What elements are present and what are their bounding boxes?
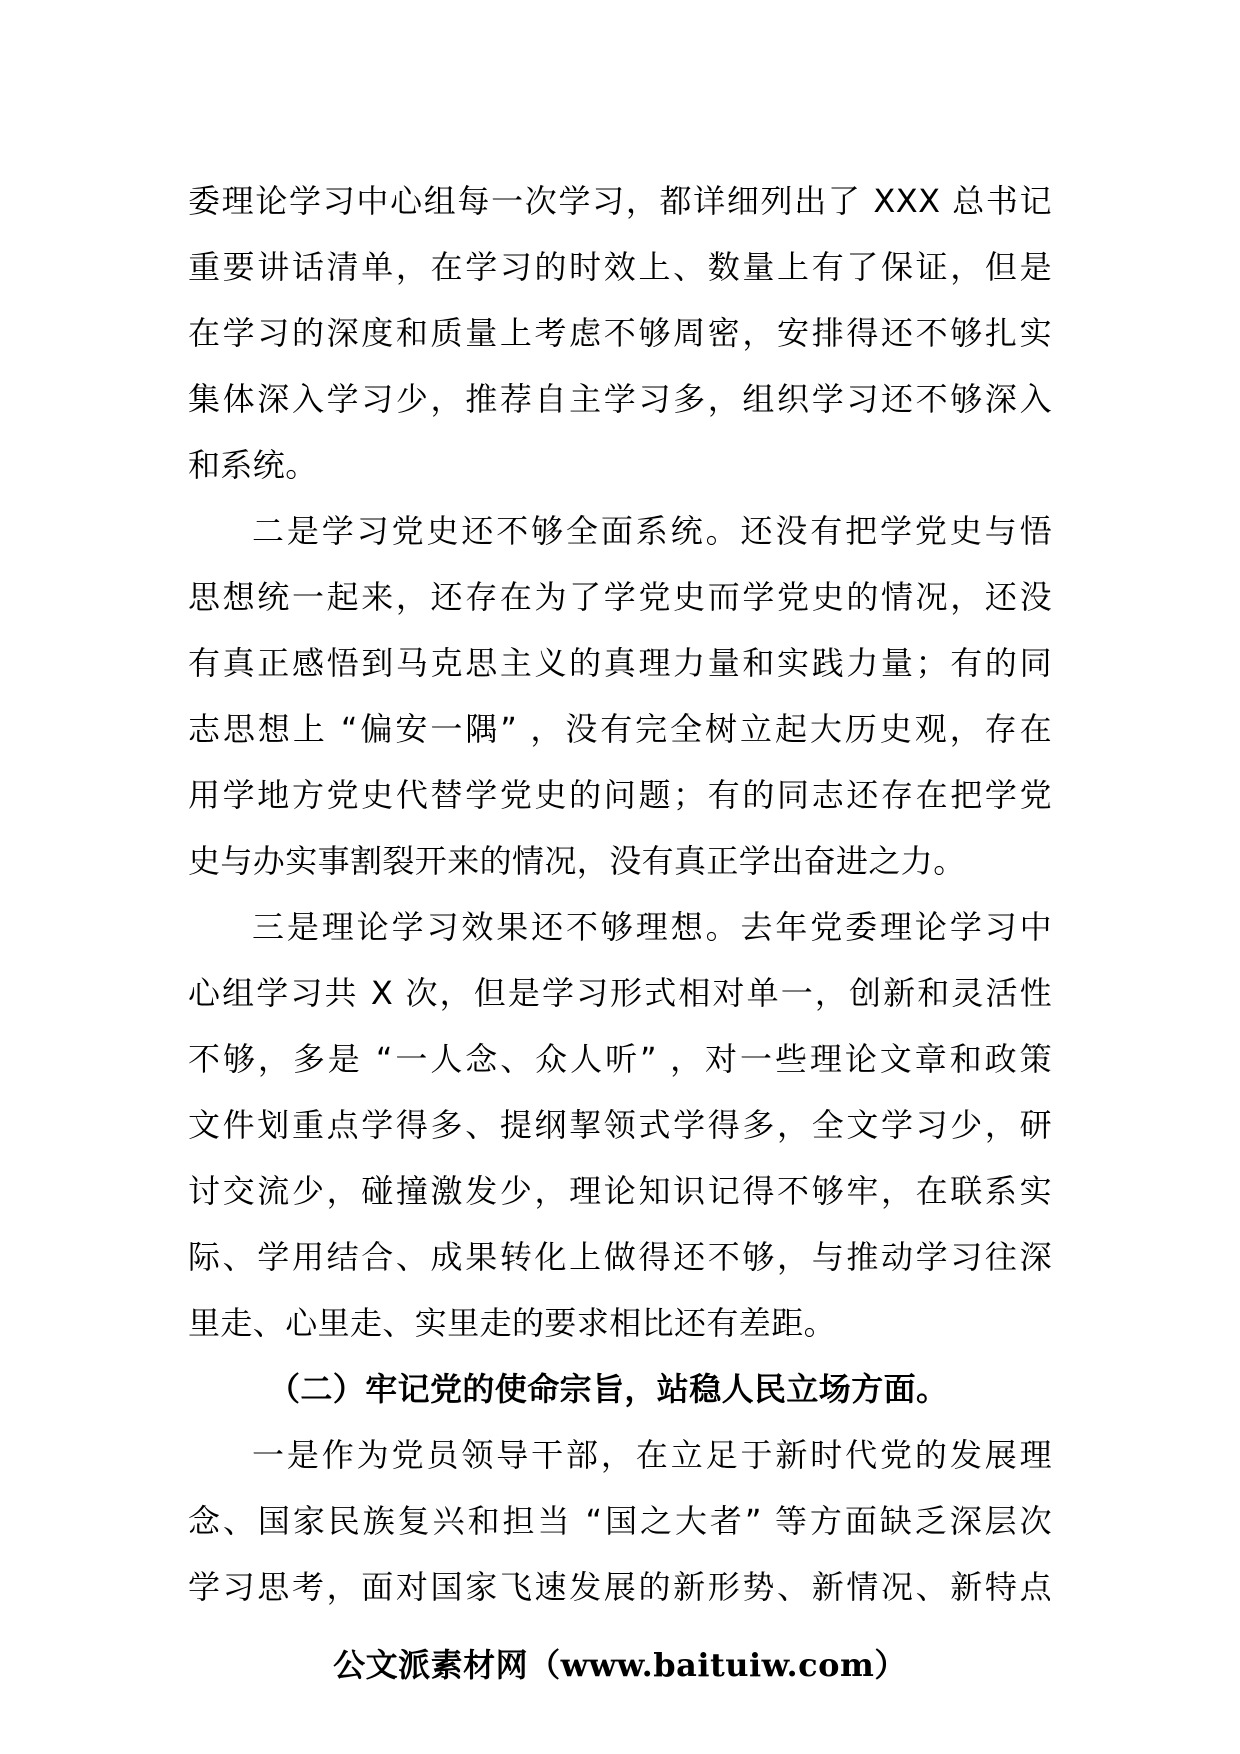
text-line: 集体深入学习少，推荐自主学习多，组织学习还不够深入: [188, 380, 1052, 418]
text-line: 思想统一起来，还存在为了学党史而学党史的情况，还没: [188, 578, 1052, 616]
text-line: 和系统。: [188, 446, 318, 484]
paragraph-start-line: 三是理论学习效果还不够理想。去年党委理论学习中: [252, 908, 1052, 946]
text-line: 用学地方党史代替学党史的问题；有的同志还存在把学党: [188, 776, 1052, 814]
text-line: 在学习的深度和质量上考虑不够周密，安排得还不够扎实: [188, 314, 1052, 352]
text-line: 学习思考，面对国家飞速发展的新形势、新情况、新特点: [188, 1568, 1052, 1606]
text-line: 有真正感悟到马克思主义的真理力量和实践力量；有的同: [188, 644, 1052, 682]
text-line: 念、国家民族复兴和担当 “国之大者” 等方面缺乏深层次: [188, 1502, 1052, 1540]
text-line: 重要讲话清单，在学习的时效上、数量上有了保证，但是: [188, 248, 1052, 286]
text-line: 心组学习共 X 次，但是学习形式相对单一，创新和灵活性: [188, 974, 1052, 1012]
text-line: 不够，多是 “一人念、众人听” ，对一些理论文章和政策: [188, 1040, 1052, 1078]
paragraph-start-line: 二是学习党史还不够全面系统。还没有把学党史与悟: [252, 512, 1052, 550]
section-heading: （二）牢记党的使命宗旨，站稳人民立场方面。: [268, 1370, 949, 1408]
text-line: 志思想上 “偏安一隅” ，没有完全树立起大历史观，存在: [188, 710, 1052, 748]
text-line: 讨交流少，碰撞激发少，理论知识记得不够牢，在联系实: [188, 1172, 1052, 1210]
paragraph-start-line: 一是作为党员领导干部，在立足于新时代党的发展理: [252, 1436, 1052, 1474]
text-line: 里走、心里走、实里走的要求相比还有差距。: [188, 1304, 837, 1342]
text-line: 文件划重点学得多、提纲挈领式学得多，全文学习少，研: [188, 1106, 1052, 1144]
text-line: 委理论学习中心组每一次学习，都详细列出了 XXX 总书记: [188, 182, 1052, 220]
document-body: [188, 168, 1052, 1620]
text-line: 史与办实事割裂开来的情况，没有真正学出奋进之力。: [188, 842, 966, 880]
text-line: 际、学用结合、成果转化上做得还不够，与推动学习往深: [188, 1238, 1052, 1276]
footer-watermark: 公文派素材网（www.baituiw.com）: [333, 1646, 907, 1684]
